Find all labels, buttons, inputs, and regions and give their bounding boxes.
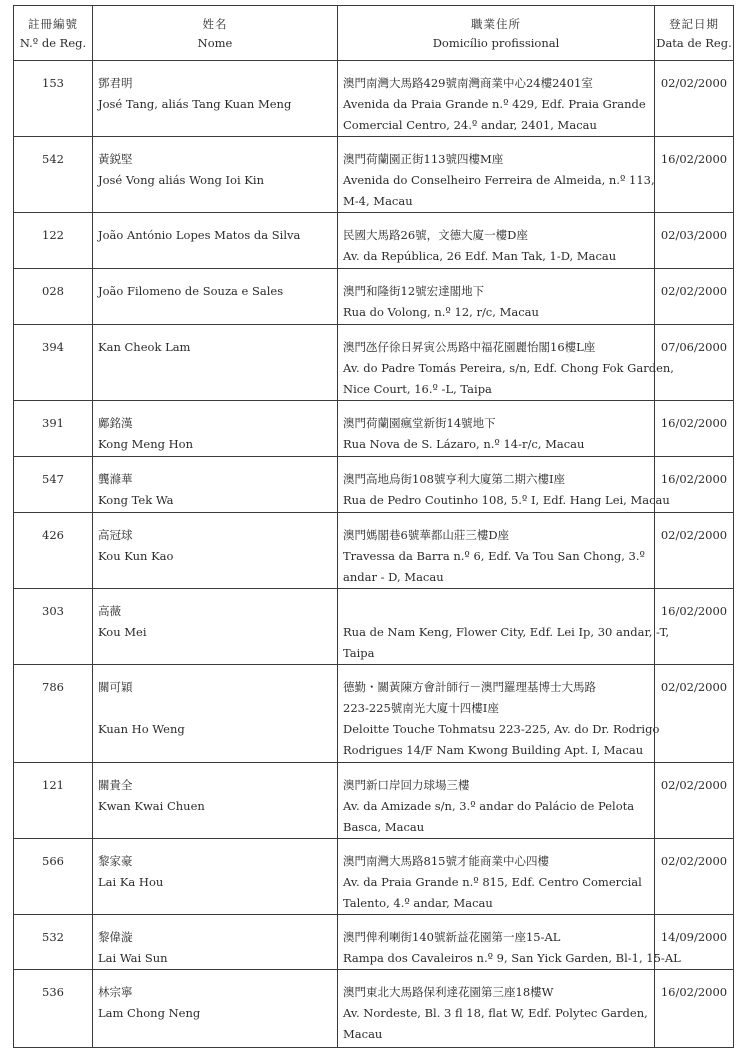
reg-number: 394 (42, 340, 64, 354)
address-zh: 澳門和隆街12號宏達閣地下 (343, 284, 485, 298)
address-pt-line1: Rua de Nam Keng, Flower City, Edf. Lei Ip, 30 andar, -T, (343, 625, 670, 639)
name-zh: 黃鋭堅 (98, 152, 133, 166)
reg-number: 536 (42, 985, 64, 999)
address-pt-line2: Rodrigues 14/F Nam Kwong Building Apt. I, Macau (343, 743, 644, 757)
reg-number: 121 (42, 778, 64, 792)
reg-date: 02/03/2000 (660, 228, 728, 242)
name-zh: 鄺銘漢 (98, 416, 133, 430)
header-date-pt: Data de Reg. (656, 36, 732, 50)
address-pt-line1: Rampa dos Cavaleiros n.º 9, San Yick Garden, Bl-1, 15-AL (343, 951, 681, 965)
name-pt: Kong Tek Wa (98, 493, 174, 507)
table-row (14, 665, 734, 763)
header-reg (14, 6, 93, 61)
name-pt: José Vong aliás Wong Ioi Kin (98, 173, 264, 187)
header-reg-zh: 註冊編號 (28, 17, 78, 31)
address-zh: 德勤・關黃陳方會計師行－澳門羅理基博士大馬路 (343, 680, 596, 694)
address-pt-line2: Basca, Macau (343, 820, 425, 834)
address-pt-line1: Av. da República, 26 Edf. Man Tak, 1-D, Macau (343, 249, 617, 263)
name-pt: Kou Kun Kao (98, 549, 174, 563)
header-date-zh: 登記日期 (669, 17, 719, 31)
address-pt-line2: andar - D, Macau (343, 570, 444, 584)
address-pt-line1: Avenida da Praia Grande n.º 429, Edf. Praia Grande (343, 97, 646, 111)
name-pt: Kwan Kwai Chuen (98, 799, 205, 813)
name-pt: Kuan Ho Weng (98, 722, 185, 736)
name-zh: 龔滌華 (98, 472, 133, 486)
name-zh: 黎偉漩 (98, 930, 133, 944)
address-pt-line2: M-4, Macau (343, 194, 413, 208)
table-row (14, 839, 734, 915)
reg-number: 786 (42, 680, 64, 694)
address-pt-line2: Nice Court, 16.º -L, Taipa (343, 382, 492, 396)
address-pt-line1: Avenida do Conselheiro Ferreira de Almeida, n.º 113, (343, 173, 655, 187)
table-row (14, 915, 734, 970)
name-pt: Lai Ka Hou (98, 875, 164, 889)
reg-date: 02/02/2000 (660, 528, 728, 542)
name-pt: Lai Wai Sun (98, 951, 168, 965)
address-pt-line1: Travessa da Barra n.º 6, Edf. Va Tou San Chong, 3.º (343, 549, 645, 563)
table-row (14, 513, 734, 589)
reg-number: 303 (42, 604, 64, 618)
address-zh: 澳門荷蘭園瘋堂新街14號地下 (343, 416, 496, 430)
name-pt: Kan Cheok Lam (98, 340, 191, 354)
address-zh: 澳門氹仔徐日昇寅公馬路中福花園麗怡閣16樓L座 (343, 340, 596, 354)
reg-number: 542 (42, 152, 64, 166)
reg-date: 02/02/2000 (660, 778, 728, 792)
header-date (655, 6, 734, 61)
reg-date: 02/02/2000 (660, 76, 728, 90)
name-zh: 關貴全 (98, 778, 133, 792)
table-row (14, 970, 734, 1048)
reg-date: 16/02/2000 (660, 152, 728, 166)
reg-date: 16/02/2000 (660, 985, 728, 999)
name-pt: Kong Meng Hon (98, 437, 193, 451)
name-pt: José Tang, aliás Tang Kuan Meng (98, 97, 292, 111)
table-row (14, 457, 734, 513)
reg-date: 02/02/2000 (660, 680, 728, 694)
reg-number: 547 (42, 472, 64, 486)
address-pt-line2: Talento, 4.º andar, Macau (343, 896, 493, 910)
reg-date: 02/02/2000 (660, 284, 728, 298)
header-name-pt: Nome (197, 36, 233, 50)
address-zh: 澳門媽閣巷6號華都山莊三樓D座 (343, 528, 510, 542)
reg-number: 391 (42, 416, 64, 430)
header-addr-pt: Domicílio profissional (432, 36, 560, 50)
header-name-zh: 姓名 (202, 17, 228, 31)
address-pt-line1: Av. da Amizade s/n, 3.º andar do Palácio de Pelota (343, 799, 635, 813)
table-row (14, 137, 734, 213)
table-row (14, 213, 734, 269)
name-zh: 關可穎 (98, 680, 133, 694)
table-row (14, 61, 734, 137)
address-zh: 澳門南灣大馬路429號南灣商業中心24樓2401室 (343, 76, 593, 90)
reg-number: 566 (42, 854, 64, 868)
reg-number: 426 (42, 528, 64, 542)
header-addr-zh: 職業住所 (471, 17, 521, 31)
table-row (14, 763, 734, 839)
address-pt-line2: Macau (343, 1027, 383, 1041)
table-row (14, 269, 734, 325)
reg-date: 14/09/2000 (660, 930, 728, 944)
registry-table (13, 5, 734, 1048)
name-zh: 林宗寧 (98, 985, 133, 999)
reg-number: 028 (42, 284, 64, 298)
name-pt: João Filomeno de Souza e Sales (98, 284, 284, 298)
reg-date: 16/02/2000 (660, 472, 728, 486)
reg-date: 07/06/2000 (660, 340, 728, 354)
header-address (338, 6, 655, 61)
table-row (14, 401, 734, 457)
address-pt-line1: Av. Nordeste, Bl. 3 fl 18, flat W, Edf. Polytec Garden, (343, 1006, 648, 1020)
address-pt-line1: Rua Nova de S. Lázaro, n.º 14-r/c, Macau (343, 437, 585, 451)
reg-date: 02/02/2000 (660, 854, 728, 868)
name-zh: 黎家豪 (98, 854, 133, 868)
reg-number: 532 (42, 930, 64, 944)
header-row (14, 6, 734, 61)
address-zh-line2: 223-225號南光大廈十四樓I座 (343, 701, 499, 715)
name-zh: 高冠球 (98, 528, 133, 542)
name-pt: Kou Mei (98, 625, 147, 639)
table-row (14, 589, 734, 665)
address-pt-line2: Taipa (343, 646, 375, 660)
address-pt-line2: Comercial Centro, 24.º andar, 2401, Macau (343, 118, 597, 132)
reg-date: 16/02/2000 (660, 416, 728, 430)
address-zh: 澳門高地烏街108號亨利大廈第二期六樓I座 (343, 472, 565, 486)
name-zh: 鄧君明 (98, 76, 133, 90)
address-zh: 澳門南灣大馬路815號才能商業中心四樓 (343, 854, 549, 868)
address-zh: 澳門東北大馬路保利達花園第三座18樓W (343, 985, 554, 999)
reg-date: 16/02/2000 (660, 604, 728, 618)
name-pt: Lam Chong Neng (98, 1006, 201, 1020)
name-zh: 高薇 (98, 604, 121, 618)
name-spacer (98, 698, 337, 719)
address-zh: 澳門荷蘭園正街113號四樓M座 (343, 152, 504, 166)
reg-number: 153 (42, 76, 64, 90)
address-pt-line1: Deloitte Touche Tohmatsu 223-225, Av. do Dr. Rodrigo (343, 722, 660, 736)
header-reg-pt: N.º de Reg. (19, 36, 87, 50)
address-pt-line1: Av. da Praia Grande n.º 815, Edf. Centro Comercial (343, 875, 642, 889)
reg-number: 122 (42, 228, 64, 242)
table-row (14, 325, 734, 401)
address-zh-blank (343, 601, 654, 622)
address-pt-line1: Rua do Volong, n.º 12, r/c, Macau (343, 305, 539, 319)
address-zh: 澳門俾利喇街140號新益花園第一座15-AL (343, 930, 561, 944)
address-pt-line1: Av. do Padre Tomás Pereira, s/n, Edf. Chong Fok Garden, (343, 361, 674, 375)
address-zh: 澳門新口岸回力球場三樓 (343, 778, 470, 792)
name-pt: João António Lopes Matos da Silva (98, 228, 301, 242)
address-zh: 民國大馬路26號，文德大廈一樓D座 (343, 228, 528, 242)
header-name (93, 6, 338, 61)
address-pt-line1: Rua de Pedro Coutinho 108, 5.º I, Edf. Hang Lei, Macau (343, 493, 670, 507)
